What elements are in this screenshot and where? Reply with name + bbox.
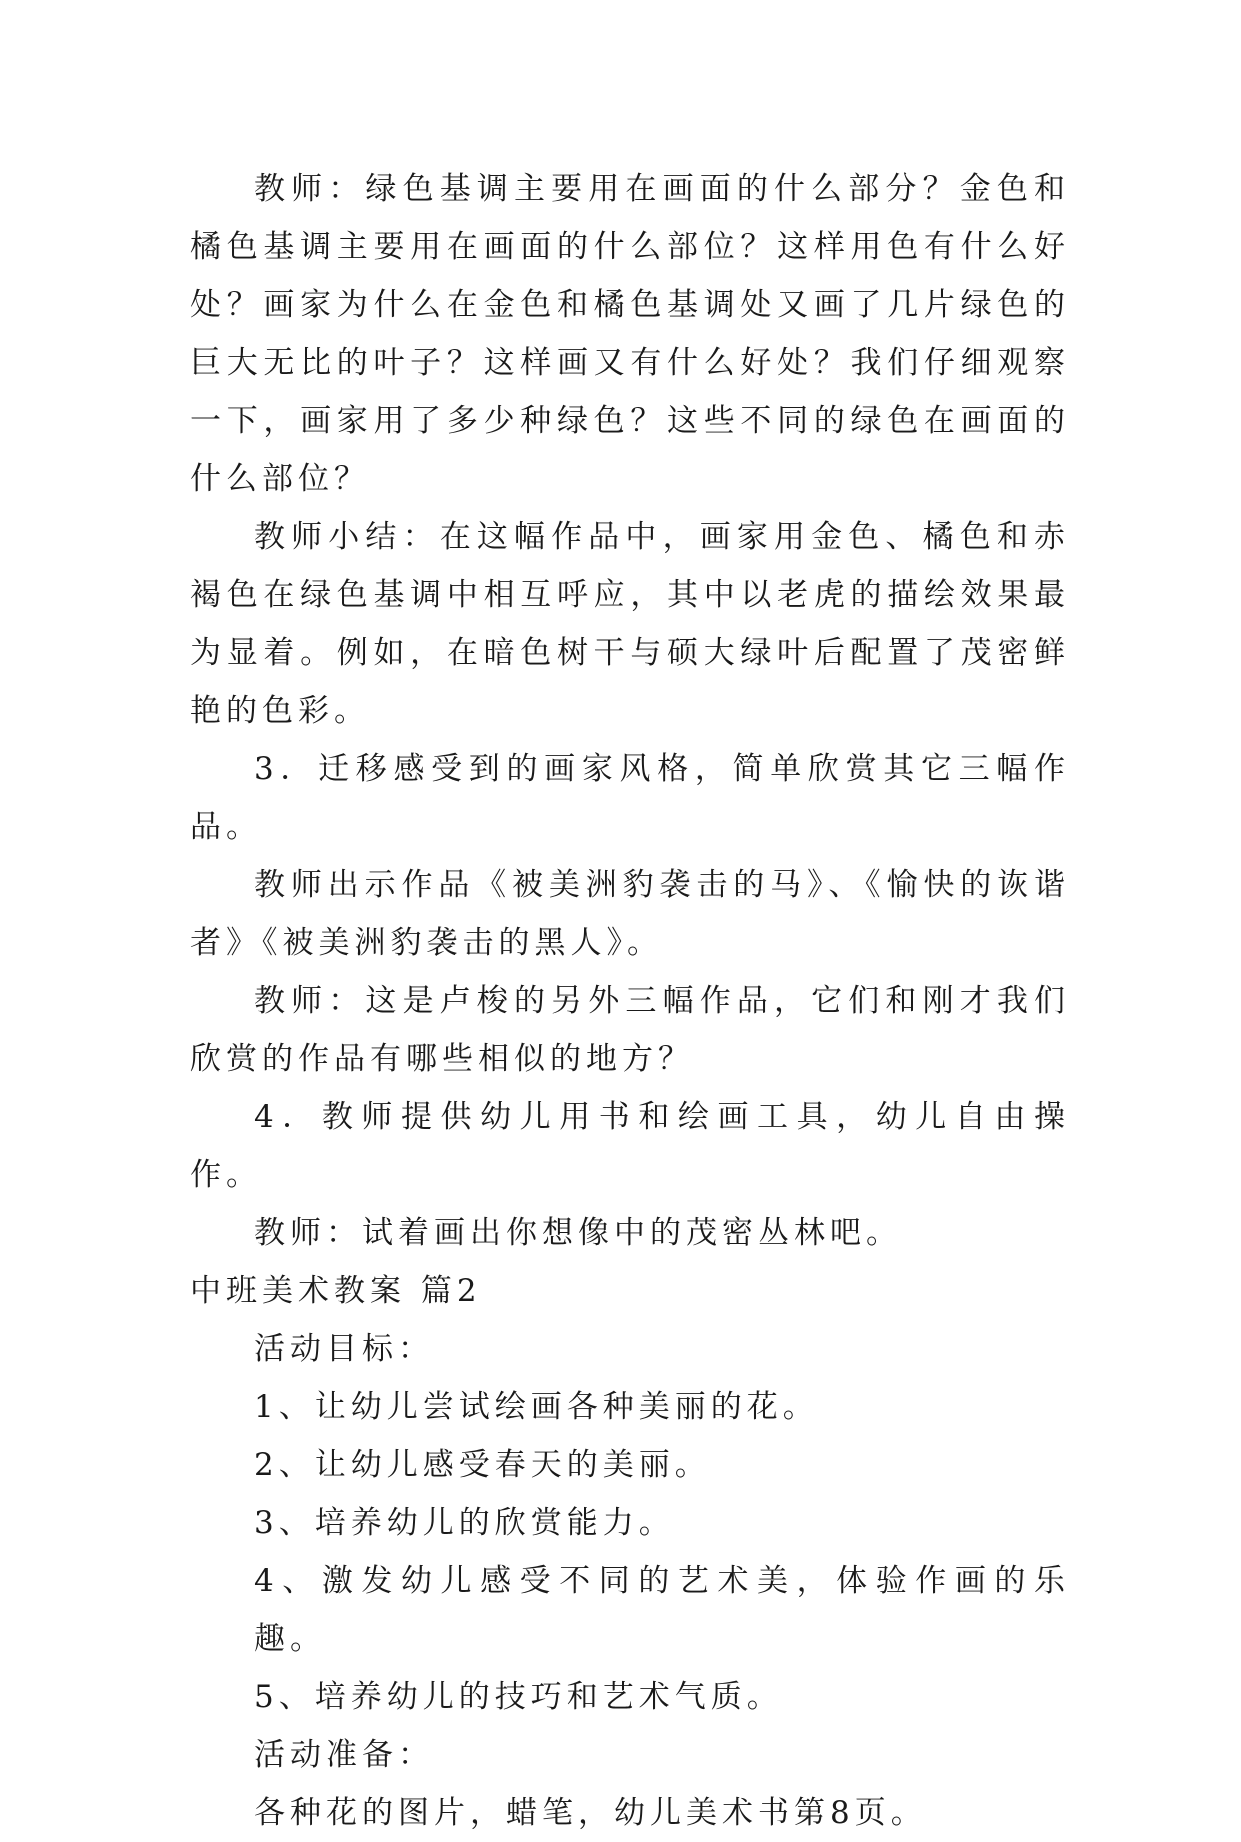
paragraph-teacher-summary: 教师小结：在这幅作品中，画家用金色、橘色和赤褐色在绿色基调中相互呼应，其中以老虎的描绘效果最为显着。例如，在暗色树干与硕大绿叶后配置了茂密鲜艳的色彩。 (190, 519, 1070, 729)
paragraph-teacher-draw: 教师：试着画出你想像中的茂密丛林吧。 (254, 1215, 902, 1251)
paragraph-teacher-question: 教师：绿色基调主要用在画面的什么部分？金色和橘色基调主要用在画面的什么部位？这样用色有什么好处？画家为什么在金色和橘色基调处又画了几片绿色的巨大无比的叶子？这样画又有什么好处？我们仔细观察一下，画家用了多少种绿色？这些不同的绿色在画面的什么部位？ (190, 171, 1070, 497)
goals-title: 活动目标： (254, 1331, 434, 1367)
prep-text: 各种花的图片，蜡笔，幼儿美术书第8页。 (254, 1795, 927, 1831)
paragraph-step-3: 3．迁移感受到的画家风格，简单欣赏其它三幅作品。 (190, 751, 1070, 845)
list-item: 4、激发幼儿感受不同的艺术美，体验作画的乐趣。 (254, 1563, 1070, 1657)
paragraph-show-works: 教师出示作品《被美洲豹袭击的马》、《愉快的诙谐者》《被美洲豹袭击的黑人》。 (190, 867, 1070, 961)
list-item: 3、培养幼儿的欣赏能力。 (254, 1505, 675, 1541)
list-item: 5、培养幼儿的技巧和艺术气质。 (254, 1679, 783, 1715)
list-item: 2、让幼儿感受春天的美丽。 (254, 1447, 711, 1483)
paragraph-teacher-compare: 教师：这是卢梭的另外三幅作品，它们和刚才我们欣赏的作品有哪些相似的地方？ (190, 983, 1070, 1077)
paragraph-step-4: 4．教师提供幼儿用书和绘画工具，幼儿自由操作。 (190, 1099, 1070, 1193)
document-body (190, 160, 1070, 1842)
prep-title: 活动准备： (254, 1737, 434, 1773)
section-heading: 中班美术教案 篇2 (190, 1273, 482, 1309)
list-item: 1、让幼儿尝试绘画各种美丽的花。 (254, 1389, 819, 1425)
